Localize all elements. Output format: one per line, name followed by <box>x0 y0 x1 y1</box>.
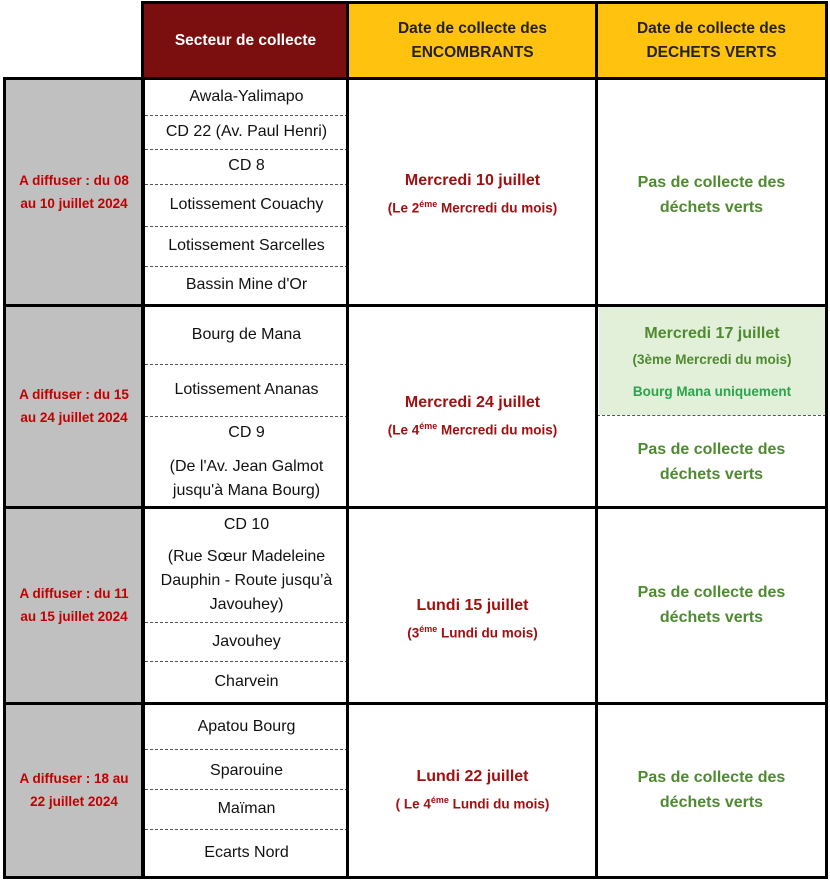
sector-item-label: Maïman <box>217 800 276 817</box>
sector-list-3 <box>145 507 348 703</box>
body-col-divider-0 <box>141 77 145 879</box>
note-part: Mercredi du mois) <box>437 422 558 438</box>
encombrants-note <box>388 416 558 441</box>
encombrants-note <box>407 619 538 644</box>
diffuse-cell-4 <box>5 703 143 877</box>
note-part: (Le 2 <box>387 200 420 216</box>
diffuse-line: A diffuser : du 08 <box>19 172 129 188</box>
sector-item-label: Charvein <box>214 673 279 690</box>
sector-item <box>145 510 348 620</box>
diffuse-cell-1 <box>5 78 143 305</box>
sector-item-label: Apatou Bourg <box>197 718 296 735</box>
sector-item <box>145 623 348 661</box>
body-border-top <box>3 77 828 80</box>
encombrants-cell-2 <box>348 305 597 507</box>
sector-item <box>145 831 348 875</box>
header-verts-line1: Date de collecte des <box>636 19 787 37</box>
verts-line: Pas de collecte des <box>637 584 786 601</box>
sector-item <box>145 184 348 226</box>
diffuse-line: A diffuser : du 15 <box>19 387 129 402</box>
verts-line: Pas de collecte des <box>637 769 786 786</box>
verts-special-cell <box>599 307 825 415</box>
row-divider <box>145 829 348 830</box>
verts-line: déchets verts <box>659 465 764 483</box>
sector-list-1 <box>145 78 348 305</box>
note-part: Lundi du mois) <box>437 625 538 641</box>
sector-list-4 <box>145 703 348 877</box>
sector-item <box>145 310 348 360</box>
verts-cell-3 <box>597 507 826 703</box>
header-divider-2 <box>595 1 598 79</box>
note-part: ( Le 4 <box>395 796 431 812</box>
header-border-right <box>825 1 828 79</box>
verts-line: déchets verts <box>659 794 764 811</box>
sector-item-label: CD 10 <box>223 516 270 533</box>
sector-item <box>145 418 348 506</box>
header-encombrants <box>348 3 597 78</box>
sector-item-label: Ecarts Nord <box>204 844 289 861</box>
sector-item-label: Lotissement Sarcelles <box>168 237 325 254</box>
encombrants-date: Lundi 15 juillet <box>416 596 529 614</box>
encombrants-date: Mercredi 10 juillet <box>404 172 541 190</box>
diffuse-line: au 10 juillet 2024 <box>20 195 128 211</box>
group-divider-3 <box>3 702 828 705</box>
sector-item-label: Sparouine <box>210 762 283 779</box>
sector-item <box>145 149 348 183</box>
verts-line: Pas de collecte des <box>637 440 786 458</box>
sector-list-2 <box>145 305 348 507</box>
encombrants-cell-1 <box>348 78 597 305</box>
sector-item-label: CD 8 <box>228 157 265 174</box>
row-divider <box>145 416 348 417</box>
header-sector-label: Secteur de collecte <box>174 31 317 49</box>
body-col-divider-1 <box>346 77 349 879</box>
note-part: (Le 4 <box>387 422 420 438</box>
header-border-top <box>141 1 828 4</box>
sector-item <box>145 115 348 149</box>
diffuse-cell-3 <box>5 507 143 703</box>
encombrants-cell-3 <box>348 507 597 703</box>
encombrants-cell-4 <box>348 703 597 877</box>
diffuse-line: A diffuser : 18 au <box>19 771 129 786</box>
group-divider-2 <box>3 506 828 509</box>
sector-item-label: Lotissement Couachy <box>169 196 324 213</box>
verts-special-note: (3ème Mercredi du mois) <box>632 351 792 367</box>
sector-item-label: (Rue Sœur Madeleine <box>167 548 326 565</box>
verts-line: Pas de collecte des <box>637 173 786 191</box>
note-sup: éme <box>419 420 438 431</box>
sector-item-label: jusqu'à Mana Bourg) <box>172 482 321 499</box>
sector-item-label: Bassin Mine d'Or <box>185 276 308 293</box>
sector-item <box>145 789 348 829</box>
diffuse-line: A diffuser : du 11 <box>19 586 129 601</box>
header-encombrants-line2: ENCOMBRANTS <box>411 43 534 61</box>
body-col-divider-2 <box>595 77 598 879</box>
sector-item-label: Lotissement Ananas <box>174 381 319 398</box>
header-border-left <box>141 1 144 79</box>
verts-line: déchets verts <box>659 609 764 626</box>
body-border-right <box>825 77 828 879</box>
verts-line: déchets verts <box>659 198 764 216</box>
header-divider-1 <box>346 1 349 79</box>
note-part: Mercredi du mois) <box>437 200 558 216</box>
note-sup: éme <box>419 199 438 210</box>
sector-item-label: CD 9 <box>228 424 265 441</box>
header-dechets-verts <box>597 3 826 78</box>
encombrants-date: Mercredi 24 juillet <box>404 393 541 411</box>
diffuse-line: au 24 juillet 2024 <box>20 410 128 425</box>
note-part: (3 <box>407 625 420 641</box>
sector-item <box>145 80 348 114</box>
header-verts-line2: DECHETS VERTS <box>646 43 777 61</box>
sector-item-label: (De l'Av. Jean Galmot <box>169 458 324 475</box>
encombrants-note <box>388 194 558 219</box>
sector-item <box>145 662 348 702</box>
sector-item <box>145 226 348 266</box>
diffuse-line: 22 juillet 2024 <box>30 794 118 809</box>
group-divider-1 <box>3 304 828 307</box>
verts-cell-1 <box>597 78 826 305</box>
encombrants-note <box>396 790 550 815</box>
sector-item <box>145 706 348 748</box>
verts-cell-2 <box>597 416 826 507</box>
sector-item-label: Javouhey <box>212 633 281 650</box>
note-sup: éme <box>419 623 438 634</box>
diffuse-line: au 15 juillet 2024 <box>20 609 128 624</box>
sector-item-label: Bourg de Mana <box>191 326 302 343</box>
sector-item <box>145 364 348 416</box>
encombrants-date: Lundi 22 juillet <box>416 767 529 785</box>
verts-cell-4 <box>597 703 826 877</box>
note-sup: éme <box>430 794 449 805</box>
sector-item <box>145 749 348 793</box>
sector-item-label: Javouhey) <box>209 596 284 613</box>
verts-special-date: Mercredi 17 juillet <box>644 324 780 342</box>
sector-item-label: Dauphin - Route jusqu’à <box>160 572 333 589</box>
sector-item <box>145 266 348 304</box>
sector-item-label: CD 22 (Av. Paul Henri) <box>165 123 328 140</box>
body-border-left <box>3 77 6 879</box>
verts-special-scope: Bourg Mana uniquement <box>632 383 792 399</box>
sector-item-label: Awala-Yalimapo <box>189 88 304 105</box>
header-encombrants-line1: Date de collecte des <box>397 19 548 37</box>
body-border-bottom <box>3 876 828 879</box>
note-part: Lundi du mois) <box>448 796 550 812</box>
diffuse-cell-2 <box>5 305 143 507</box>
header-sector <box>143 3 348 78</box>
